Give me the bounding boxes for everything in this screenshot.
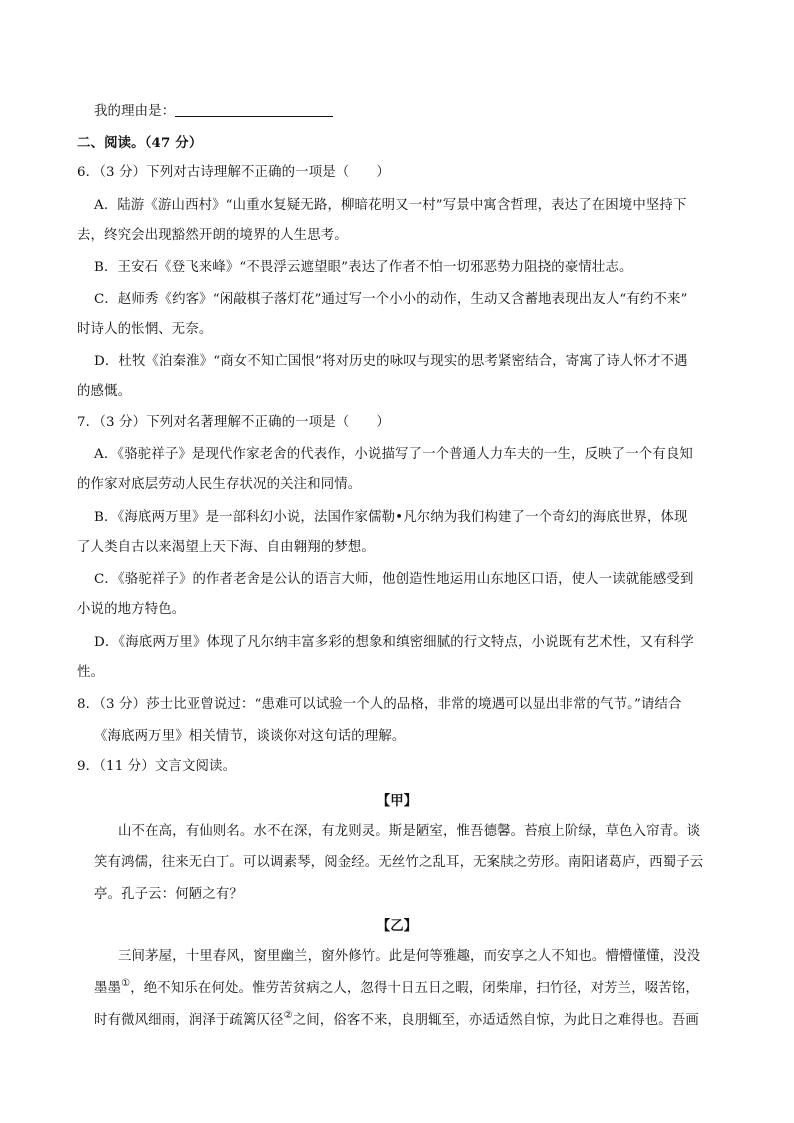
passage-jia-line3: 亭。孔子云：何陋之有？: [94, 887, 243, 902]
q6-option-a-line1: A．陆游《游山西村》“山重水复疑无路，柳暗花明又一村”写景中寓含哲理，表达了在困境中坚持下: [94, 198, 687, 213]
q7-option-c-line1: C．《骆驼祥子》的作者老舍是公认的语言大师，他创造性地运用山东地区口语，使人一读就能感受到: [94, 572, 694, 587]
q6-option-b: B．王安石《登飞来峰》“不畏浮云遮望眼”表达了作者不怕一切邪恶势力阻挠的豪情壮志。: [94, 260, 633, 275]
footnote-marker-1: ①: [121, 978, 131, 989]
passage-yi-line3-start: 时有微风细雨，润泽于疏篱仄径: [94, 1013, 284, 1028]
q7-option-b-line1: B．《海底两万里》是一部科幻小说，法国作家儒勒•凡尔纳为我们构建了一个奇幻的海底世界，体现: [94, 510, 688, 525]
q7-option-a-line1: A．《骆驼祥子》是现代作家老舍的代表作，小说描写了一个普通人力车夫的一生，反映了一个有良知: [94, 447, 693, 462]
reason-label: 我的理由是：: [94, 104, 176, 119]
passage-yi-line2-rest: ，绝不知乐在何处。惟劳苦贫病之人，忽得十日五日之暇，闭柴扉，扫竹径，对芳兰，啜苦铭，: [130, 981, 699, 996]
passage-yi-line1: 三间茅屋，十里春风，窗里幽兰，窗外修竹。此是何等雅趣，而安享之人不知也。懵懵懂懂，没没: [118, 949, 701, 964]
passage-yi-title: 【乙】: [376, 918, 418, 934]
q7-option-b-line2: 了人类自古以来渴望上天下海、自由翱翔的梦想。: [77, 540, 375, 555]
passage-yi-line3-rest: 之间，俗客不来，良朋辄至，亦适适然自惊，为此日之难得也。吾画: [292, 1013, 699, 1028]
q8-line2: 《海底两万里》相关情节，谈谈你对这句话的理解。: [94, 729, 406, 744]
reason-line: [94, 102, 720, 122]
section-heading: 二、阅读。（47 分）: [77, 135, 203, 151]
passage-jia-line2: 笑有鸿儒，往来无白丁。可以调素琴，阅金经。无丝竹之乱耳，无案牍之劳形。南阳诸葛庐，西蜀子云: [94, 855, 704, 870]
q7-stem: 7．（3 分）下列对名著理解不正确的一项是（ ）: [77, 415, 390, 430]
q7-option-d-line1: D．《海底两万里》体现了凡尔纳丰富多彩的想象和缜密细腻的行文特点，小说既有艺术性，又有科学: [94, 635, 694, 650]
q7-option-a-line2: 的作家对底层劳动人民生存状况的关注和同情。: [77, 477, 362, 492]
q6-option-d-line2: 的感慨。: [77, 384, 132, 399]
q7-option-d-line2: 性。: [77, 665, 105, 680]
passage-yi-line2: [94, 978, 720, 999]
q6-option-d-line1: D．杜牧《泊秦淮》“商女不知亡国恨”将对历史的咏叹与现实的思考紧密结合，寄寓了诗人怀才不遇: [94, 354, 688, 369]
q8-line1: 8．（3 分）莎士比亚曾说过：“患难可以试验一个人的品格，非常的境遇可以显出非常的气节。”请结合: [77, 697, 682, 712]
q6-option-a-line2: 去，终究会出现豁然开朗的境界的人生思考。: [77, 228, 348, 243]
passage-jia-line1: 山不在高，有仙则名。水不在深，有龙则灵。斯是陋室，惟吾德馨。苔痕上阶绿，草色入帘青。谈: [118, 824, 701, 839]
passage-jia-title: 【甲】: [376, 793, 418, 809]
passage-yi-line2-start: 墨墨: [94, 981, 122, 996]
passage-yi-line3: [94, 1010, 720, 1031]
q6-option-c-line1: C．赵师秀《约客》“闲敲棋子落灯花”通过写一个小小的动作，生动又含蓄地表现出友人“有约不来”: [94, 292, 688, 307]
q7-option-c-line2: 小说的地方特色。: [77, 602, 186, 617]
answer-blank[interactable]: [175, 102, 333, 117]
q6-option-c-line2: 时诗人的怅惘、无奈。: [77, 322, 213, 337]
q6-stem: 6．（3 分）下列对古诗理解不正确的一项是（ ）: [77, 165, 390, 180]
q9-stem: 9．（11 分）文言文阅读。: [77, 759, 237, 774]
footnote-marker-2: ②: [283, 1010, 293, 1021]
